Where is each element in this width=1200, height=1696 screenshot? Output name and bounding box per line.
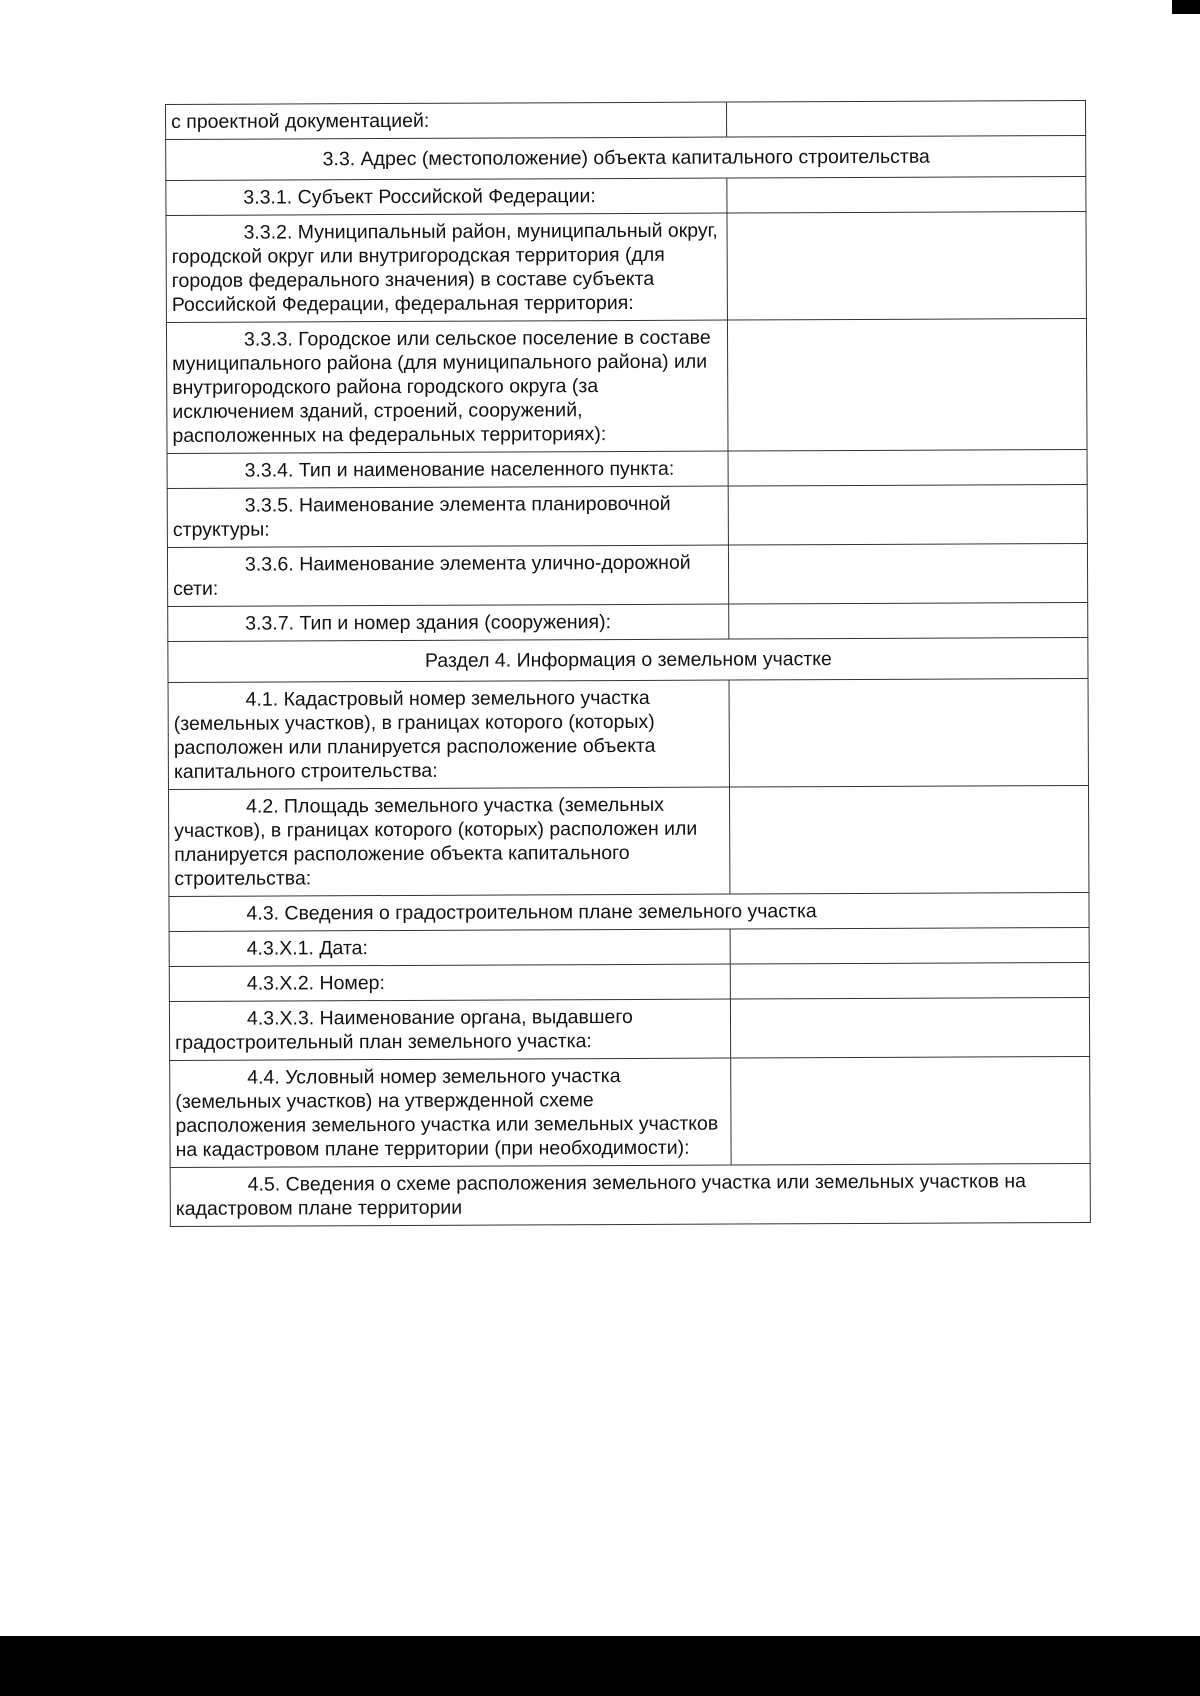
table-row [166, 100, 1086, 139]
table-row [167, 484, 1087, 547]
row-value-locality [728, 449, 1087, 486]
row-label-locality: 3.3.4. Тип и наименование населенного пункта: [167, 451, 728, 488]
table-row [170, 1056, 1090, 1167]
scan-bottom-border [0, 1636, 1200, 1696]
row-value-settlement [727, 318, 1087, 451]
row-value-municipal-district [727, 211, 1087, 320]
row-label-design-docs: с проектной документацией: [166, 102, 727, 139]
section-heading-address: 3.3. Адрес (местоположение) объекта капитального строительства [166, 135, 1086, 180]
row-label-street-element: 3.3.6. Наименование элемента улично-дорожной сети: [167, 545, 728, 606]
row-value-subject-rf [727, 176, 1086, 213]
row-label-subject-rf: 3.3.1. Субъект Российской Федерации: [166, 178, 727, 215]
table-row [169, 997, 1089, 1060]
table-row [166, 176, 1086, 215]
table-row [167, 449, 1087, 488]
row-value-conditional-number [730, 1056, 1090, 1165]
table-row [166, 135, 1086, 180]
row-label-plan-date: 4.3.X.1. Дата: [169, 929, 730, 966]
section-heading-layout-scheme: 4.5. Сведения о схеме расположения земельного участка или земельных участков на кадастровом плане территории [170, 1163, 1090, 1226]
table-row [169, 962, 1089, 1001]
row-label-issuing-authority: 4.3.X.3. Наименование органа, выдавшего градостроительный план земельного участка: [169, 999, 730, 1060]
row-label-conditional-number: 4.4. Условный номер земельного участка (земельных участков) на утвержденной схеме расположения земельного участка или земельных участков на кадастровом плане территории (при необходимости): [170, 1058, 731, 1167]
row-value-issuing-authority [730, 997, 1089, 1058]
row-value-street-element [728, 543, 1087, 604]
row-label-plan-number: 4.3.X.2. Номер: [169, 964, 730, 1001]
row-value-design-docs [726, 100, 1085, 137]
row-value-cadastral-number [729, 678, 1089, 787]
table-row [168, 637, 1088, 682]
table-row [169, 927, 1089, 966]
row-label-planning-element: 3.3.5. Наименование элемента планировочной структуры: [167, 486, 728, 547]
form-table [165, 100, 1091, 1227]
row-label-cadastral-number: 4.1. Кадастровый номер земельного участка (земельных участков), в границах которого (которых) расположен или планируется расположение объекта капитального строительства: [168, 680, 729, 789]
row-value-plan-date [730, 927, 1089, 964]
table-row [169, 892, 1089, 931]
row-value-planning-element [728, 484, 1087, 545]
row-label-settlement: 3.3.3. Городское или сельское поселение в составе муниципального района (для муниципального района) или внутригородского района городского округа (за исключением зданий, строений, сооружений, расположенных на федеральных территориях): [166, 320, 727, 453]
row-value-plot-area [729, 785, 1089, 894]
table-row [168, 602, 1088, 641]
row-label-building-type: 3.3.7. Тип и номер здания (сооружения): [168, 604, 729, 641]
table-row [168, 678, 1088, 789]
scan-edge-artifact [1172, 0, 1200, 14]
section-heading-land-plot: Раздел 4. Информация о земельном участке [168, 637, 1088, 682]
section-heading-urban-plan: 4.3. Сведения о градостроительном плане земельного участка [169, 892, 1089, 931]
row-label-municipal-district: 3.3.2. Муниципальный район, муниципальный округ, городской округ или внутригородская территория (для городов федерального значения) в составе субъекта Российской Федерации, федеральная территория: [166, 213, 727, 322]
row-value-building-type [728, 602, 1087, 639]
table-row [167, 543, 1087, 606]
row-value-plan-number [730, 962, 1089, 999]
table-row [166, 211, 1086, 322]
row-label-plot-area: 4.2. Площадь земельного участка (земельных участков), в границах которого (которых) расположен или планируется расположение объекта капитального строительства: [168, 787, 729, 896]
table-row [168, 785, 1088, 896]
table-row [166, 318, 1087, 453]
table-row [170, 1163, 1090, 1226]
